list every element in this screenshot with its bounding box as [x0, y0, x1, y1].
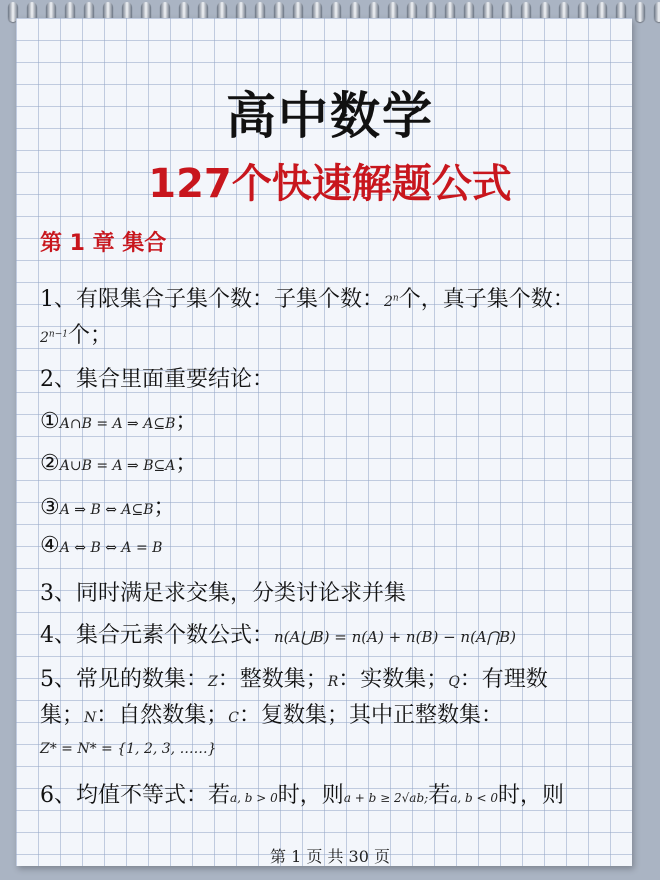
circled-number-1: ①	[40, 409, 60, 434]
spiral-ring	[635, 2, 645, 22]
conclusion-3-formula: A ⇒ B ⇔ A⊆B	[59, 502, 154, 518]
item-5-text-t5: ：复数集；其中正整数集：	[239, 703, 504, 728]
item-1-formula-subsets	[384, 294, 399, 310]
item-5-text-t4: ：自然数集；	[96, 703, 229, 728]
positive-integers-formula: Z* = N* = {1, 2, 3, ……}	[40, 741, 217, 757]
conclusion-1-formula: A∩B = A ⇒ A⊆B	[59, 416, 176, 432]
conclusion-2-semicolon: ；	[175, 451, 198, 476]
conclusion-2	[40, 446, 197, 477]
conclusion-3-semicolon: ；	[153, 495, 176, 520]
item-5-text-a1: 5、常见的数集：	[40, 667, 208, 692]
circled-number-2: ②	[40, 451, 60, 476]
item-1-text-c: 个；	[68, 323, 113, 348]
conclusion-1-semicolon: ；	[175, 409, 198, 434]
symbol-c: C	[228, 710, 239, 726]
item-5-line-2	[40, 698, 503, 729]
conclusion-1	[40, 404, 197, 435]
circled-number-4: ④	[40, 533, 60, 558]
item-6-condition-positive: a, b > 0	[230, 791, 278, 805]
item-6-text-b: 时，则	[277, 783, 344, 808]
symbol-n: N	[84, 710, 97, 726]
item-1-exponent: n	[392, 293, 399, 304]
symbol-z: Z	[208, 674, 218, 690]
conclusion-2-formula: A∪B = A ⇒ B⊆A	[59, 458, 176, 474]
conclusion-4-formula: A ⇔ B ⇔ A = B	[59, 540, 163, 556]
symbol-r: R	[327, 674, 339, 690]
conclusion-4	[40, 533, 162, 558]
item-5-line-3	[40, 738, 216, 757]
item-6-inequality: a + b ≥ 2√ab;	[343, 791, 429, 805]
chapter-heading: 第 1 章 集合	[40, 231, 167, 256]
item-1-text-b: 个，真子集个数：	[398, 287, 575, 312]
item-5-text-t2: ：实数集；	[338, 667, 449, 692]
item-1-exponent-2: n−1	[48, 329, 68, 340]
item-1-line-2	[40, 318, 112, 349]
item-5-text-t3: ：有理数	[459, 667, 548, 692]
page-number-footer: 第 1 页 共 30 页	[270, 847, 390, 866]
page-title: 高中数学	[226, 87, 434, 145]
item-4-text: 4、集合元素个数公式：	[40, 623, 274, 648]
item-4-formula: n(A⋃B) = n(A) + n(B) − n(A⋂B)	[274, 628, 516, 646]
circled-number-3: ③	[40, 495, 60, 520]
item-4-line	[40, 618, 516, 649]
symbol-q: Q	[448, 674, 460, 690]
item-5-text-t1: ：整数集；	[217, 667, 328, 692]
item-6-condition-negative: a, b < 0	[450, 791, 498, 805]
page-subtitle: 127个快速解题公式	[148, 161, 512, 207]
item-6-text-c: 若	[428, 783, 451, 808]
item-5-text-a2: 集；	[40, 703, 85, 728]
item-1-base: 2	[384, 294, 393, 310]
item-6-text-d: 时，则	[498, 783, 565, 808]
item-5-line-1	[40, 662, 548, 693]
item-6-text-a: 6、均值不等式：若	[40, 783, 230, 808]
spiral-ring	[654, 2, 660, 22]
item-2-heading: 2、集合里面重要结论：	[40, 367, 274, 392]
item-6-line	[40, 778, 564, 809]
item-1-base-2: 2	[40, 330, 49, 346]
item-1-formula-proper-subsets	[40, 330, 68, 346]
item-3-line: 3、同时满足求交集，分类讨论求并集	[40, 581, 406, 606]
item-1-line-1	[40, 282, 575, 313]
item-1-text-a: 1、有限集合子集个数：子集个数：	[40, 287, 384, 312]
conclusion-3	[40, 490, 176, 521]
